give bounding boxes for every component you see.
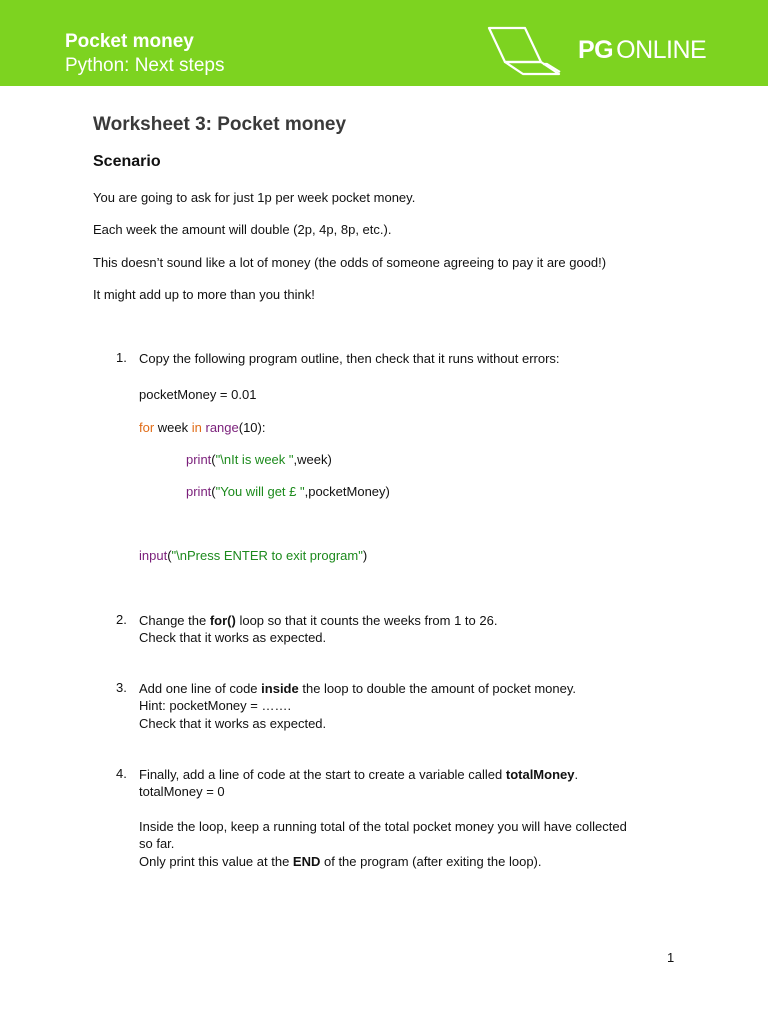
task-4-line-2: totalMoney = 0 <box>139 784 225 799</box>
task-4-text-a: Finally, add a line of code at the start to create a variable called <box>139 767 506 782</box>
code-input-close: ) <box>362 548 368 563</box>
code-print-1-rest: ,week) <box>293 452 332 467</box>
task-4-line-4: so far. <box>139 836 175 851</box>
code-line-print-2 <box>186 483 390 500</box>
code-print-1-open: ( <box>211 452 216 467</box>
page-number: 1 <box>667 950 675 965</box>
task-4-text-5c: of the program (after exiting the loop). <box>320 854 542 869</box>
code-week-var: week <box>154 420 192 435</box>
task-3-line-3: Check that it works as expected. <box>139 716 327 731</box>
scenario-heading: Scenario <box>93 153 161 170</box>
code-input-fn: input <box>139 548 168 563</box>
code-print-1-string: "\nIt is week " <box>215 452 294 467</box>
code-line-for <box>139 419 265 436</box>
task-1-text: Copy the following program outline, then check that it runs without errors: <box>139 351 560 366</box>
scenario-line-4: It might add up to more than you think! <box>93 287 315 302</box>
task-3-text-c: the loop to double the amount of pocket money. <box>298 681 577 696</box>
code-print-2-rest: ,pocketMoney) <box>304 484 390 499</box>
task-2-text-a: Change the <box>139 613 210 628</box>
header-title: Pocket money <box>65 31 194 52</box>
task-3-text-bold: inside <box>261 681 299 696</box>
header-banner <box>0 0 768 86</box>
task-4-line-1 <box>139 766 578 783</box>
code-line-pocketmoney: pocketMoney = 0.01 <box>139 387 257 402</box>
code-print-fn-1: print <box>186 452 212 467</box>
scenario-line-3: This doesn’t sound like a lot of money (the odds of someone agreeing to pay it are good!) <box>93 255 607 270</box>
task-3-line-2: Hint: pocketMoney = ……. <box>139 698 292 713</box>
code-in-keyword: in <box>191 420 202 435</box>
code-for-keyword: for <box>139 420 155 435</box>
task-3-line-1 <box>139 680 576 697</box>
code-line-print-1 <box>186 451 332 468</box>
code-print-fn-2: print <box>186 484 212 499</box>
task-4-line-3: Inside the loop, keep a running total of the total pocket money you will have collected <box>139 819 627 834</box>
task-4-line-5 <box>139 853 542 870</box>
code-range-fn: range <box>201 420 239 435</box>
task-4-text-bold: totalMoney <box>505 767 575 782</box>
laptop-logo-icon <box>485 24 565 78</box>
scenario-line-1: You are going to ask for just 1p per week pocket money. <box>93 190 416 205</box>
task-3-text-a: Add one line of code <box>139 681 262 696</box>
code-range-args: (10): <box>238 420 266 435</box>
task-4-number: 4. <box>116 766 127 781</box>
task-1-number: 1. <box>116 350 127 365</box>
logo-text <box>578 36 706 65</box>
task-4-text-5-bold: END <box>292 854 321 869</box>
task-2-line-2: Check that it works as expected. <box>139 630 327 645</box>
code-print-2-open: ( <box>211 484 216 499</box>
logo-text-rest: ONLINE <box>616 36 707 64</box>
worksheet-title: Worksheet 3: Pocket money <box>93 114 347 135</box>
scenario-line-2: Each week the amount will double (2p, 4p, 8p, etc.). <box>93 222 392 237</box>
task-2-text-bold: for() <box>209 613 236 628</box>
task-2-line-1 <box>139 612 497 629</box>
header-subtitle: Python: Next steps <box>65 55 225 76</box>
task-4-text-5a: Only print this value at the <box>139 854 293 869</box>
code-input-string: "\nPress ENTER to exit program" <box>171 548 363 563</box>
code-input-open: ( <box>167 548 172 563</box>
logo-text-bold: PG <box>578 36 614 64</box>
task-2-number: 2. <box>116 612 127 627</box>
task-3-number: 3. <box>116 680 127 695</box>
task-4-text-c: . <box>574 767 579 782</box>
code-line-input <box>139 547 367 564</box>
code-print-2-string: "You will get £ " <box>215 484 305 499</box>
task-2-text-c: loop so that it counts the weeks from 1 to 26. <box>235 613 498 628</box>
